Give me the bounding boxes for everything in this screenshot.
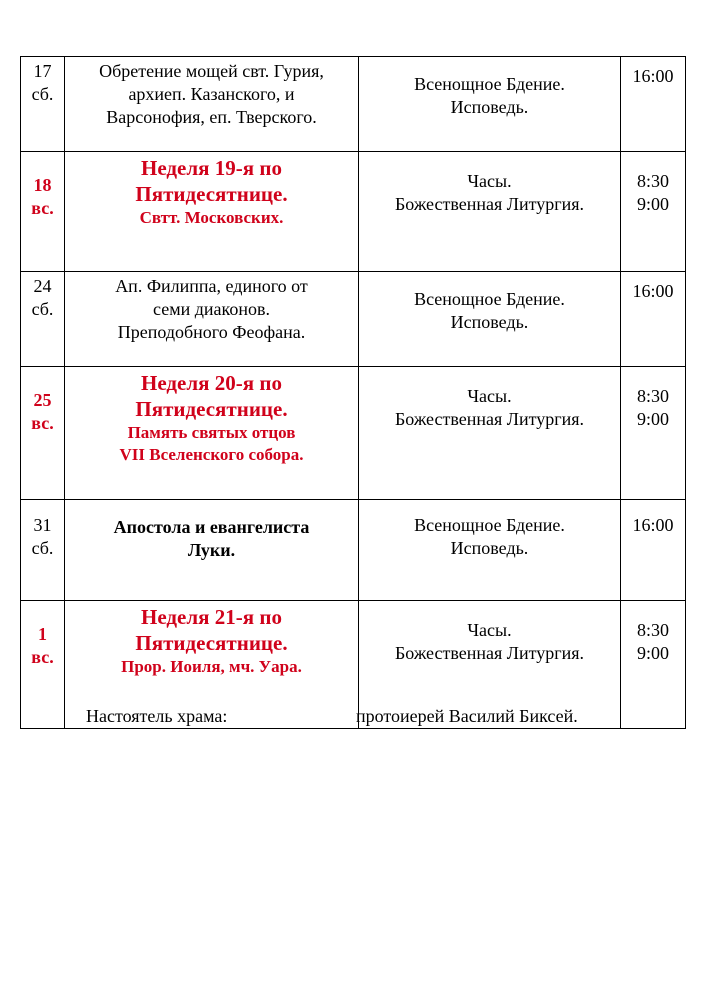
time-cell	[621, 500, 686, 601]
feast-line: Ап. Филиппа, единого от	[115, 276, 308, 296]
service-line: Часы.	[467, 620, 512, 640]
date-cell	[21, 601, 65, 729]
service-cell	[359, 57, 621, 152]
time-cell	[621, 272, 686, 367]
date-cell	[21, 367, 65, 500]
time-value: 9:00	[636, 643, 669, 663]
service-line: Часы.	[467, 386, 512, 406]
time-cell	[621, 367, 686, 500]
feast-subtitle: Прор. Иоиля, мч. Уара.	[121, 657, 302, 676]
feast-title: Неделя 19-я по	[141, 156, 282, 180]
time-cell	[621, 601, 686, 729]
weekday: сб.	[31, 538, 54, 558]
time-cell	[621, 152, 686, 272]
service-cell	[359, 272, 621, 367]
time-cell	[621, 57, 686, 152]
feast-title: Пятидесятнице.	[135, 631, 288, 655]
table-row	[21, 500, 686, 601]
time-value: 9:00	[636, 409, 669, 429]
service-line: Часы.	[467, 171, 512, 191]
feast-subtitle: Свтт. Московских.	[139, 208, 284, 227]
feast-line: Луки.	[187, 540, 236, 560]
time-value: 9:00	[636, 194, 669, 214]
service-line: Всенощное Бдение.	[414, 74, 565, 94]
feast-cell	[65, 152, 359, 272]
feast-title: Неделя 21-я по	[141, 605, 282, 629]
table-row	[21, 57, 686, 152]
feast-cell	[65, 367, 359, 500]
time-value: 8:30	[636, 620, 669, 640]
service-line: Исповедь.	[450, 97, 529, 117]
feast-subtitle: Память святых отцов	[127, 423, 296, 442]
day-number: 25	[33, 390, 52, 410]
feast-cell	[65, 272, 359, 367]
table-row	[21, 272, 686, 367]
time-value: 16:00	[632, 515, 674, 535]
feast-title: Неделя 20-я по	[141, 371, 282, 395]
feast-line: Преподобного Феофана.	[117, 322, 306, 342]
service-line: Божественная Литургия.	[394, 409, 585, 429]
date-cell	[21, 57, 65, 152]
schedule-table	[20, 56, 686, 729]
feast-line: Варсонофия, еп. Тверского.	[106, 107, 317, 127]
service-line: Всенощное Бдение.	[414, 289, 565, 309]
feast-title: Пятидесятнице.	[135, 182, 288, 206]
time-value: 16:00	[632, 66, 674, 86]
feast-cell	[65, 500, 359, 601]
feast-line: Апостола и евангелиста	[113, 517, 310, 537]
feast-line: семи диаконов.	[153, 299, 270, 319]
service-line: Исповедь.	[450, 538, 529, 558]
table-row	[21, 367, 686, 500]
rector-name: протоиерей Василий Биксей.	[356, 706, 578, 726]
day-number: 31	[33, 515, 52, 535]
weekday: сб.	[31, 299, 54, 319]
weekday: вс.	[31, 413, 54, 433]
service-line: Всенощное Бдение.	[414, 515, 565, 535]
service-cell	[359, 500, 621, 601]
weekday: сб.	[31, 84, 54, 104]
time-value: 8:30	[636, 386, 669, 406]
service-line: Божественная Литургия.	[394, 194, 585, 214]
day-number: 1	[38, 624, 47, 644]
date-cell	[21, 500, 65, 601]
day-number: 18	[33, 175, 52, 195]
feast-subtitle: VII Вселенского собора.	[119, 445, 304, 464]
date-cell	[21, 152, 65, 272]
service-line: Божественная Литургия.	[394, 643, 585, 663]
service-line: Исповедь.	[450, 312, 529, 332]
date-cell	[21, 272, 65, 367]
service-cell	[359, 367, 621, 500]
weekday: вс.	[31, 647, 54, 667]
feast-title: Пятидесятнице.	[135, 397, 288, 421]
rector-label: Настоятель храма:	[86, 706, 228, 726]
feast-line: архиеп. Казанского, и	[128, 84, 295, 104]
table-row	[21, 152, 686, 272]
day-number: 24	[33, 276, 52, 296]
day-number: 17	[33, 61, 52, 81]
time-value: 16:00	[632, 281, 674, 301]
weekday: вс.	[31, 198, 54, 218]
service-cell	[359, 152, 621, 272]
time-value: 8:30	[636, 171, 669, 191]
feast-cell	[65, 57, 359, 152]
feast-line: Обретение мощей свт. Гурия,	[99, 61, 324, 81]
